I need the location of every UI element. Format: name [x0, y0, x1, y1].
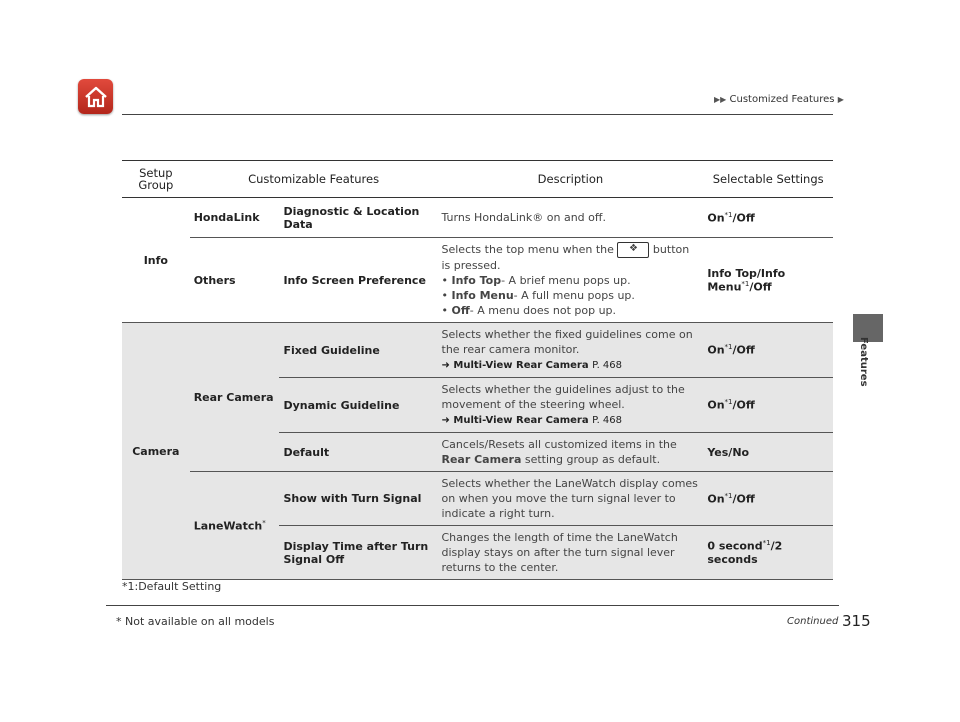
desc-dynamic-guideline: [438, 378, 704, 433]
subgroup-rear-camera: Rear Camera: [190, 323, 280, 472]
default-mark: *1: [724, 343, 733, 352]
setting-zero-second: 0 second: [707, 539, 763, 553]
setting-on: On: [707, 398, 725, 412]
subgroup-lanewatch: [190, 472, 280, 580]
table-row: [122, 472, 833, 526]
desc-text: Selects whether the fixed guidelines come on the rear camera monitor.: [441, 328, 693, 356]
default-mark: *1: [724, 398, 733, 407]
setting-on: On: [707, 492, 725, 506]
breadcrumb-tail-icon: ▶: [837, 95, 844, 104]
cross-reference-link[interactable]: ➜ Multi-View Rear Camera P. 468: [441, 360, 623, 371]
desc-info-screen-preference: Selects the top menu when the ❖ button is pressed. • Info Top- A brief menu pops up. • Info Menu- A full menu pops up. • Off- A menu does not pop up.: [438, 238, 704, 323]
feature-dynamic-guideline: Dynamic Guideline: [279, 378, 437, 433]
ref-page: P. 468: [592, 415, 623, 426]
bullet-text: - A menu does not pop up.: [469, 304, 617, 317]
setting-diagnostic-location: [703, 198, 833, 238]
bullet-label: Info Menu: [451, 289, 514, 302]
setting-dynamic-guideline: [703, 378, 833, 433]
ref-title: Multi-View Rear Camera: [453, 360, 589, 371]
feature-diagnostic-location: Diagnostic & Location Data: [279, 198, 437, 238]
table-header-row: [122, 161, 833, 198]
setting-off: /Off: [732, 492, 755, 506]
setting-off: /Off: [732, 343, 755, 357]
home-icon: [83, 85, 109, 109]
cross-reference-link[interactable]: ➜ Multi-View Rear Camera P. 468: [441, 415, 623, 426]
setting-off: /Off: [749, 280, 772, 294]
bullet-label: Off: [451, 304, 470, 317]
feature-show-turn-signal: Show with Turn Signal: [279, 472, 437, 526]
setting-two-seconds: /2 seconds: [707, 539, 783, 566]
table-row: [122, 198, 833, 238]
setting-info-screen-preference: [703, 238, 833, 323]
table-row: [122, 238, 833, 323]
bullet-text: - A brief menu pops up.: [501, 274, 631, 287]
subgroup-others: Others: [190, 238, 280, 323]
page-number: 315: [842, 612, 871, 630]
default-mark: *1: [724, 491, 733, 500]
feature-display-time: Display Time after Turn Signal Off: [279, 526, 437, 580]
subgroup-label: LaneWatch: [193, 519, 263, 533]
table-row: [122, 323, 833, 378]
group-info: Info: [122, 198, 190, 323]
desc-text: setting group as default.: [524, 453, 661, 466]
desc-text: Selects the top menu when the: [441, 243, 614, 256]
continued-label: Continued: [787, 616, 839, 627]
desc-text: button is pressed.: [441, 243, 690, 272]
desc-bold: Rear Camera: [441, 453, 522, 466]
feature-fixed-guideline: Fixed Guideline: [279, 323, 437, 378]
header-customizable-features: Customizable Features: [190, 161, 438, 198]
subgroup-hondalink: HondaLink: [190, 198, 280, 238]
breadcrumb[interactable]: [714, 94, 844, 105]
setting-display-time: [703, 526, 833, 580]
not-available-note: * Not available on all models: [116, 615, 275, 628]
desc-text: Selects whether the guidelines adjust to the movement of the steering wheel.: [441, 383, 685, 411]
header-setup-group: Setup Group: [122, 161, 190, 198]
desc-display-time: Changes the length of time the LaneWatch display stays on after the turn signal lever returns to the center.: [438, 526, 704, 580]
bullet-label: Info Top: [451, 274, 502, 287]
group-camera: Camera: [122, 323, 190, 580]
ref-title: Multi-View Rear Camera: [453, 415, 589, 426]
default-mark: *1: [724, 210, 733, 219]
setting-off: /Off: [732, 398, 755, 412]
feature-default: Default: [279, 433, 437, 472]
setting-on: On: [707, 343, 725, 357]
info-button-icon: ❖: [617, 242, 649, 258]
setting-fixed-guideline: [703, 323, 833, 378]
header-selectable-settings: Selectable Settings: [703, 161, 833, 198]
bullet-text: - A full menu pops up.: [513, 289, 635, 302]
header-description: Description: [438, 161, 704, 198]
setting-show-turn-signal: [703, 472, 833, 526]
breadcrumb-arrow-icon: ▶▶: [714, 95, 727, 104]
ref-page: P. 468: [592, 360, 623, 371]
desc-show-turn-signal: Selects whether the LaneWatch display comes on when you move the turn signal lever to indicate a right turn.: [438, 472, 704, 526]
side-label: Features: [858, 337, 869, 387]
setting-info-top-menu: Info Top/Info Menu: [707, 266, 786, 294]
default-mark: *1: [762, 539, 771, 548]
desc-fixed-guideline: [438, 323, 704, 378]
home-button[interactable]: [78, 79, 113, 114]
footer-rule: [106, 605, 839, 606]
breadcrumb-label: Customized Features: [729, 94, 835, 105]
default-mark: *1: [741, 279, 750, 288]
default-setting-footnote: *1:Default Setting: [122, 580, 222, 593]
desc-diagnostic-location: Turns HondaLink® on and off.: [438, 198, 704, 238]
desc-text: Cancels/Resets all customized items in the: [441, 438, 677, 451]
setting-on: On: [707, 211, 725, 225]
setting-default: Yes/No: [703, 433, 833, 472]
header-rule: [122, 114, 833, 115]
desc-default: [438, 433, 704, 472]
setting-off: /Off: [732, 211, 755, 225]
not-all-models-mark: *: [262, 518, 266, 527]
feature-info-screen-preference: Info Screen Preference: [279, 238, 437, 323]
customized-features-table: [122, 160, 833, 580]
